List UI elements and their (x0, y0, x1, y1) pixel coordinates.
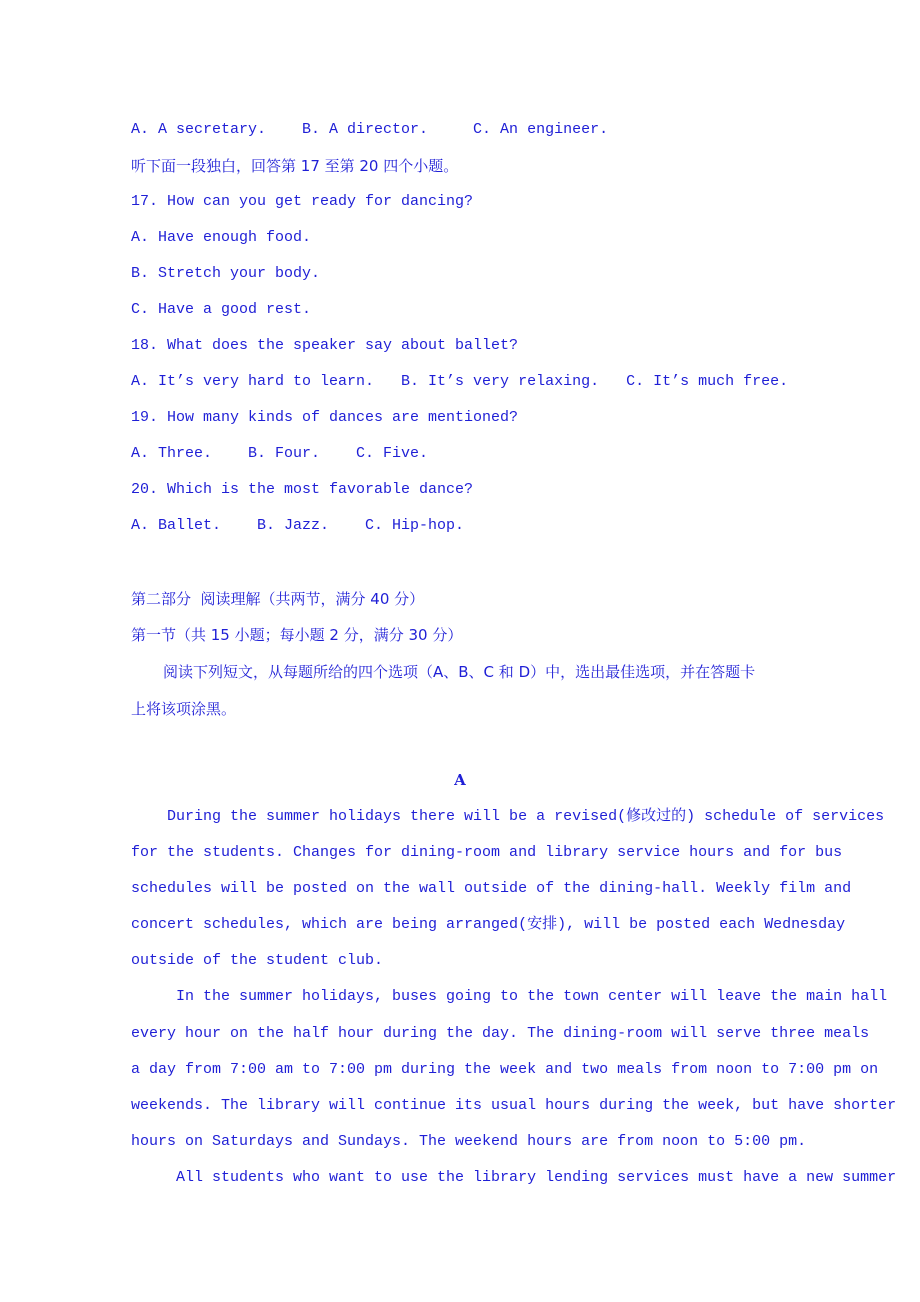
reading-instruction-line-1: 阅读下列短文，从每题所给的四个选项（A、B、C 和 D）中，选出最佳选项，并在答题卡 (163, 663, 756, 681)
question-17-option-c: C. Have a good rest. (131, 301, 312, 318)
passage-line: All students who want to use the library lending services must have a new summer (131, 1169, 897, 1186)
passage-line: for the students. Changes for dining-room and library service hours and for bus (131, 844, 843, 861)
passage-line: schedules will be posted on the wall outside of the dining-hall. Weekly film and (131, 880, 852, 897)
question-18: 18. What does the speaker say about ballet? (131, 337, 519, 354)
question-19-options: A. Three. B. Four. C. Five. (131, 445, 429, 462)
passage-line: a day from 7:00 am to 7:00 pm during the week and two meals from noon to 7:00 pm on (131, 1061, 879, 1078)
passage-line: In the summer holidays, buses going to the town center will leave the main hall (131, 988, 888, 1005)
section-one-title: 第一节（共 15 小题；每小题 2 分，满分 30 分） (131, 626, 463, 644)
question-17-option-a: A. Have enough food. (131, 229, 312, 246)
reading-instruction-line-2: 上将该项涂黑。 (131, 700, 237, 718)
passage-line: During the summer holidays there will be a revised(修改过的) schedule of services (131, 808, 885, 825)
q16-options: A. A secretary. B. A director. C. An engineer. (131, 121, 609, 138)
passage-line: weekends. The library will continue its usual hours during the week, but have shorter (131, 1097, 897, 1114)
passage-label: A (454, 771, 466, 789)
passage-line: every hour on the half hour during the day. The dining-room will serve three meals (131, 1025, 870, 1042)
part-two-title: 第二部分 阅读理解（共两节，满分 40 分） (131, 590, 425, 608)
passage-line: outside of the student club. (131, 952, 384, 969)
question-17: 17. How can you get ready for dancing? (131, 193, 474, 210)
question-20-options: A. Ballet. B. Jazz. C. Hip-hop. (131, 517, 465, 534)
passage-line: hours on Saturdays and Sundays. The weekend hours are from noon to 5:00 pm. (131, 1133, 807, 1150)
question-20: 20. Which is the most favorable dance? (131, 481, 474, 498)
question-19: 19. How many kinds of dances are mentioned? (131, 409, 519, 426)
question-18-options: A. It’s very hard to learn. B. It’s very relaxing. C. It’s much free. (131, 373, 789, 390)
question-17-option-b: B. Stretch your body. (131, 265, 321, 282)
monologue-instruction: 听下面一段独白，回答第 17 至第 20 四个小题。 (131, 157, 459, 175)
passage-line: concert schedules, which are being arranged(安排), will be posted each Wednesday (131, 916, 846, 933)
